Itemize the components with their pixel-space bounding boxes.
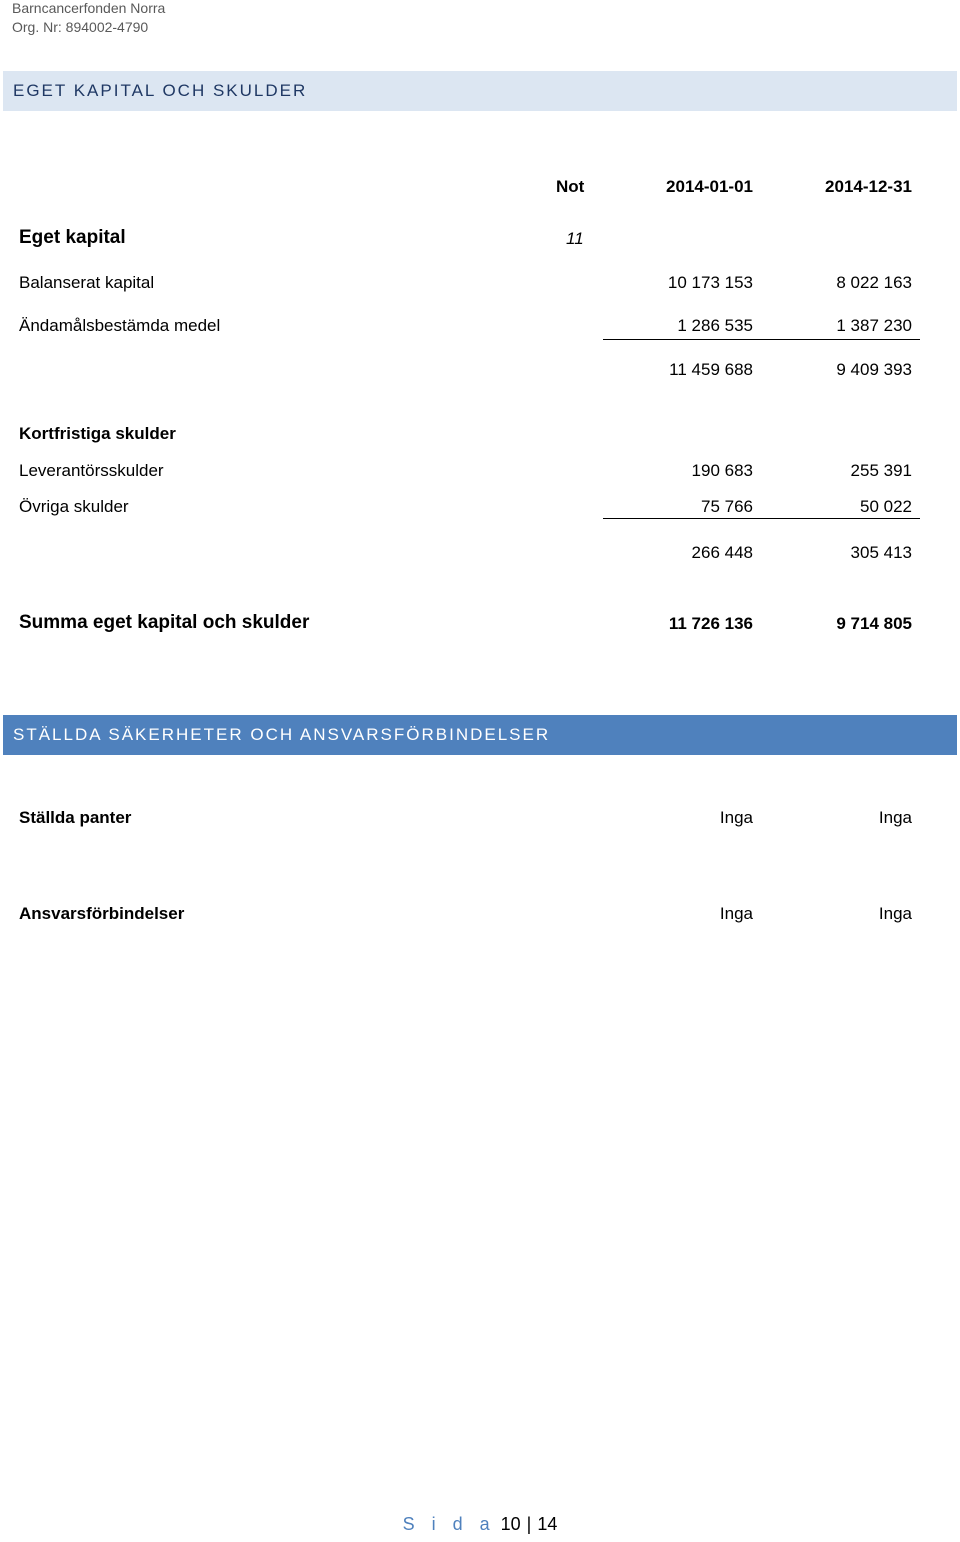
column-header-2014-01-01: 2014-01-01	[666, 177, 753, 196]
page-total: 14	[537, 1514, 558, 1534]
row-value-2014-12-31: 8 022 163	[836, 273, 912, 292]
section-title-eget-kapital: EGET KAPITAL OCH SKULDER	[3, 71, 957, 111]
grand-total-2014-01-01: 11 726 136	[668, 614, 753, 633]
row-label: Ansvarsförbindelser	[19, 904, 185, 923]
row-value-2014-12-31: 1 387 230	[836, 316, 912, 335]
subtotal-2014-12-31: 305 413	[850, 543, 912, 562]
column-header-2014-12-31: 2014-12-31	[825, 177, 912, 196]
row-label: Ställda panter	[19, 808, 132, 827]
subtotal-2014-01-01: 11 459 688	[669, 360, 753, 379]
page-separator: |	[526, 1514, 532, 1534]
org-name: Barncancerfonden Norra	[12, 0, 166, 16]
row-value-2014-01-01: 1 286 535	[677, 316, 753, 335]
row-label: Balanserat kapital	[19, 273, 155, 292]
row-value-2014-12-31: Inga	[878, 904, 912, 923]
row-value-2014-01-01: Inga	[719, 904, 753, 923]
row-label: Ändamålsbestämda medel	[19, 316, 221, 335]
subtotal-2014-12-31: 9 409 393	[836, 360, 912, 379]
row-value-2014-12-31: 50 022	[860, 497, 912, 516]
grand-total-2014-12-31: 9 714 805	[836, 614, 912, 633]
column-header-not: Not	[556, 177, 585, 196]
subtotal-rule	[603, 518, 920, 519]
row-label: Övriga skulder	[19, 497, 129, 516]
kortfristiga-skulder-heading: Kortfristiga skulder	[19, 424, 176, 443]
row-value-2014-12-31: 255 391	[850, 461, 912, 480]
subtotal-2014-01-01: 266 448	[691, 543, 753, 562]
eget-kapital-heading: Eget kapital	[19, 227, 126, 248]
row-value-2014-01-01: 190 683	[691, 461, 753, 480]
row-value-2014-12-31: Inga	[878, 808, 912, 827]
grand-total-label: Summa eget kapital och skulder	[19, 612, 310, 633]
row-value-2014-01-01: Inga	[719, 808, 753, 827]
page-label: S i d a	[402, 1514, 496, 1534]
section-title-stallda-sakerheter: STÄLLDA SÄKERHETER OCH ANSVARSFÖRBINDELSER	[3, 715, 957, 755]
row-value-2014-01-01: 10 173 153	[667, 273, 753, 292]
subtotal-rule	[603, 339, 920, 340]
org-number: Org. Nr: 894002-4790	[12, 19, 149, 35]
page-number: 10	[500, 1514, 521, 1534]
note-reference: 11	[566, 229, 584, 248]
row-label: Leverantörsskulder	[19, 461, 164, 480]
row-value-2014-01-01: 75 766	[701, 497, 753, 516]
page-footer	[0, 1514, 960, 1535]
